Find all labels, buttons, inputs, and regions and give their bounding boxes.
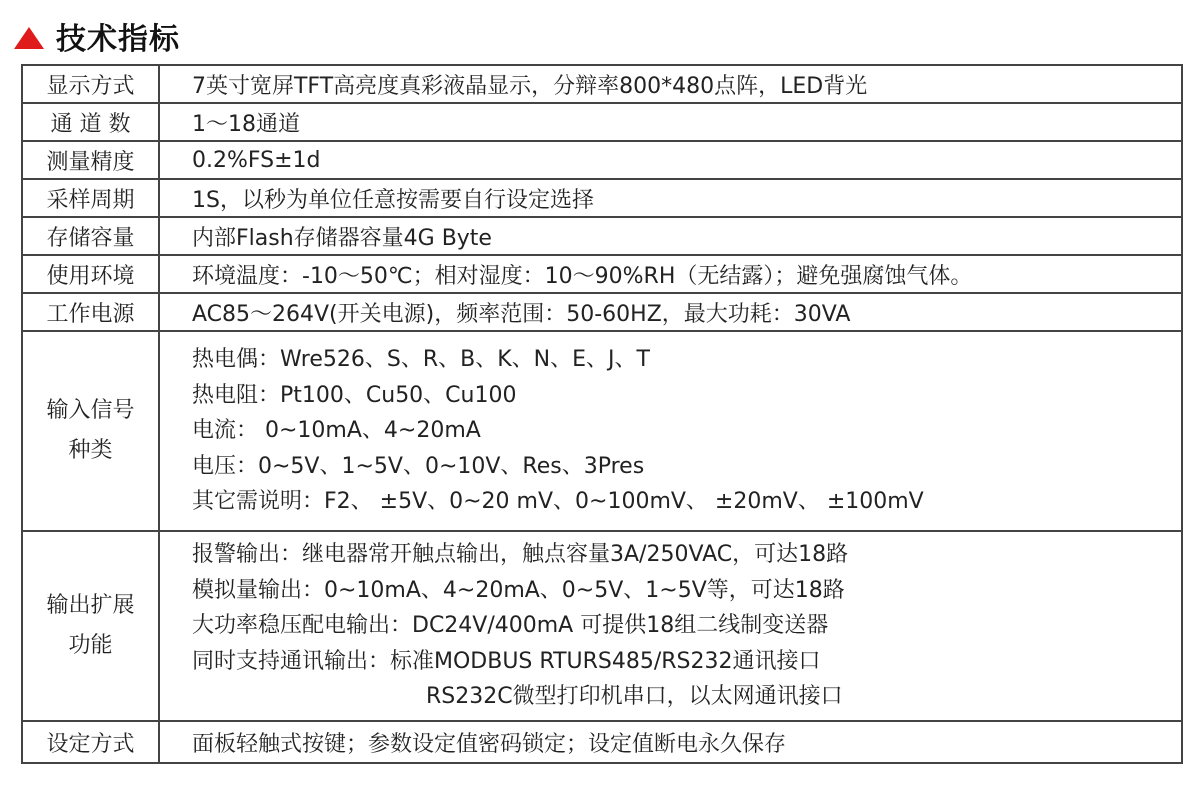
table-row <box>22 255 1182 293</box>
value-line: 大功率稳压配电输出：DC24V/400mA 可提供18组二线制变送器 <box>192 613 829 639</box>
label-line: 种类 <box>68 438 113 463</box>
row-label: 存储容量 <box>22 217 159 255</box>
row-value: 0.2%FS±1d <box>159 141 1182 179</box>
value-line: 其它需说明：F2、 ±5V、0~20 mV、0~100mV、 ±20mV、 ±100mV <box>192 489 924 515</box>
section-title: 技术指标 <box>56 22 180 57</box>
value-line: RS232C微型打印机串口，以太网通讯接口 <box>426 684 843 710</box>
row-value: 1S，以秒为单位任意按需要自行设定选择 <box>159 179 1182 217</box>
spec-table <box>21 64 1183 764</box>
table-row <box>22 721 1182 763</box>
label-line: 输出扩展 <box>46 593 135 618</box>
table-row <box>22 217 1182 255</box>
row-label <box>22 531 159 721</box>
value-line: 电压：0~5V、1~5V、0~10V、Res、3Pres <box>192 453 645 479</box>
row-label: 设定方式 <box>22 721 159 763</box>
table-row <box>22 331 1182 531</box>
value-line: 模拟量输出：0~10mA、4~20mA、0~5V、1~5V等，可达18路 <box>192 577 845 603</box>
value-line: 热电偶：Wre526、S、R、B、K、N、E、J、T <box>192 347 650 373</box>
value-line: 电流： 0~10mA、4~20mA <box>192 418 481 444</box>
table-row <box>22 141 1182 179</box>
value-line: 报警输出：继电器常开触点输出，触点容量3A/250VAC，可达18路 <box>192 542 849 568</box>
red-triangle-icon <box>14 27 44 49</box>
table-row <box>22 293 1182 331</box>
row-value: 1～18通道 <box>159 103 1182 141</box>
row-value <box>159 531 1182 721</box>
row-label: 工作电源 <box>22 293 159 331</box>
row-value: 面板轻触式按键；参数设定值密码锁定；设定值断电永久保存 <box>159 721 1182 763</box>
row-value: 内部Flash存储器容量4G Byte <box>159 217 1182 255</box>
section-heading <box>14 14 180 58</box>
row-label: 采样周期 <box>22 179 159 217</box>
table-row <box>22 103 1182 141</box>
row-value: 7英寸宽屏TFT高亮度真彩液晶显示，分辩率800*480点阵，LED背光 <box>159 65 1182 103</box>
row-label <box>22 331 159 531</box>
label-line: 功能 <box>68 633 113 658</box>
row-value <box>159 331 1182 531</box>
row-label: 通 道 数 <box>22 103 159 141</box>
row-value: AC85～264V(开关电源)，频率范围：50-60HZ，最大功耗：30VA <box>159 293 1182 331</box>
row-label: 显示方式 <box>22 65 159 103</box>
row-label: 测量精度 <box>22 141 159 179</box>
label-line: 输入信号 <box>46 398 135 423</box>
row-label: 使用环境 <box>22 255 159 293</box>
value-line: 同时支持通讯输出：标准MODBUS RTURS485/RS232通讯接口 <box>192 648 821 674</box>
table-row <box>22 179 1182 217</box>
value-line: 热电阻：Pt100、Cu50、Cu100 <box>192 382 517 408</box>
row-value: 环境温度：-10～50℃；相对湿度：10～90%RH（无结露）；避免强腐蚀气体。 <box>159 255 1182 293</box>
table-row <box>22 531 1182 721</box>
table-row <box>22 65 1182 103</box>
